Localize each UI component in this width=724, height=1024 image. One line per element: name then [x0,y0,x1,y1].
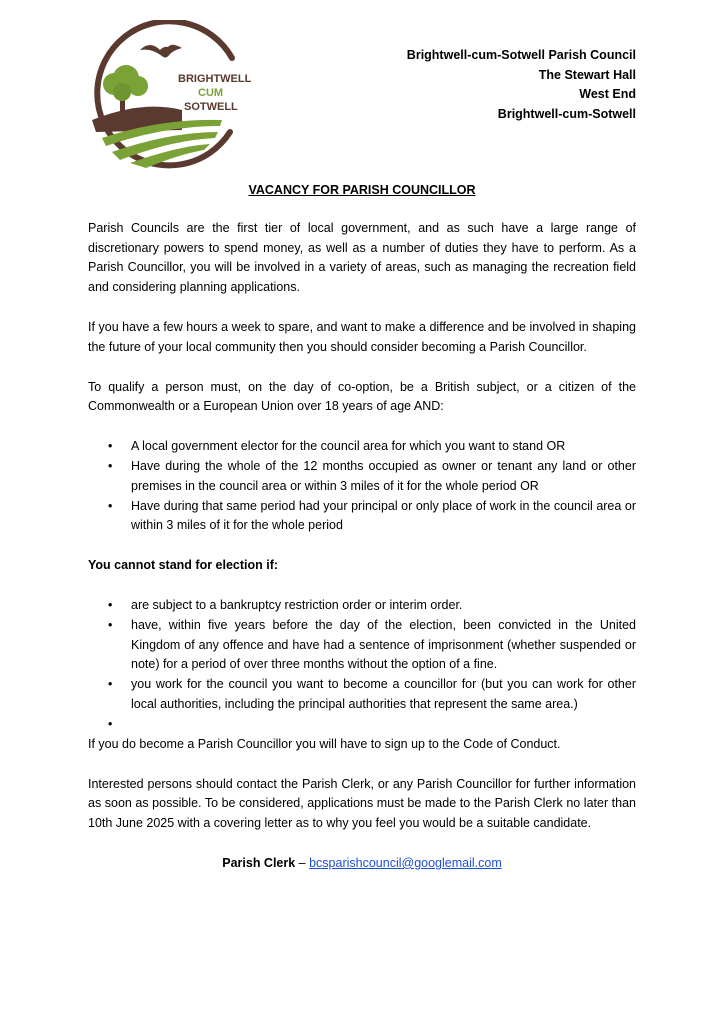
svg-text:SOTWELL: SOTWELL [184,101,238,113]
bullet-icon: • [108,458,113,473]
contact-paragraph: Interested persons should contact the Parish Clerk, or any Parish Councillor for further information as soon as possible. To be considered, applications must be made to the Parish Clerk no later than 10th June 2025 with a covering letter as to why you feel you would be a suitable candidate. [88,776,636,831]
bullet-icon: • [108,617,113,632]
parish-logo [82,20,252,170]
cannot-stand-list [88,596,636,735]
bullet-icon: • [108,716,113,731]
qualify-paragraph: To qualify a person must, on the day of co-option, be a British subject, or a citizen of the Commonwealth or a European Union over 18 years of age AND: [88,379,636,414]
code-of-conduct-paragraph: If you do become a Parish Councillor you will have to sign up to the Code of Conduct. [88,736,561,751]
svg-text:BRIGHTWELL: BRIGHTWELL [178,73,252,85]
tree-icon [103,65,148,114]
bullet-icon: • [108,498,113,513]
bullet-icon: • [108,439,113,454]
address-line-4: Brightwell-cum-Sotwell [497,106,636,121]
address-line-3: West End [579,87,636,101]
cannot-stand-heading: You cannot stand for election if: [88,558,279,573]
bullet-icon: • [108,597,113,612]
bullet-icon: • [108,677,113,692]
list-item: • have, within five years before the day of the election, been convicted in the United Kingdom of any offence and have had a sentence of imprisonment (whether suspended or note) for a period of over three months without the option of a fine. [108,617,636,672]
list-item: • A local government elector for the council area for which you want to stand OR [88,437,636,457]
council-address [407,46,636,124]
list-item: • are subject to a bankruptcy restriction order or interim order. [88,596,636,616]
bird-icon [140,45,182,58]
spare-time-paragraph: If you have a few hours a week to spare, and want to make a difference and be involved in shaping the future of your local community then you should consider becoming a Parish Councillor. [88,319,636,354]
clerk-label: Parish Clerk [222,855,296,870]
clerk-separator: – [295,855,310,870]
page-title: VACANCY FOR PARISH COUNCILLOR [248,183,476,197]
intro-paragraph: Parish Councils are the first tier of local government, and as such have a large range of discretionary powers to spend money, as well as a number of duties they have to perform. As a Parish Councillor, you will be involved in a variety of areas, such as managing the recreation field and considering planning applications. [88,220,636,295]
clerk-email-link[interactable]: bcsparishcouncil@googlemail.com [309,855,502,870]
list-item: • Have during that same period had your principal or only place of work in the council area or within 3 miles of it for the whole period [108,498,636,533]
list-item-empty [88,715,636,735]
clerk-contact [88,854,636,874]
list-item: • you work for the council you want to become a councillor for (but you can work for other local authorities, including the principal authorities that represent the same area.) [108,677,636,711]
address-line-2: The Stewart Hall [538,67,636,82]
address-line-1: Brightwell-cum-Sotwell Parish Council [406,48,636,62]
svg-text:CUM: CUM [198,87,224,99]
qualify-list [88,437,636,536]
document-body [88,181,636,874]
list-item: • Have during the whole of the 12 months occupied as owner or tenant any land or other premises in the council area or within 3 miles of it for the whole period OR [108,458,636,493]
